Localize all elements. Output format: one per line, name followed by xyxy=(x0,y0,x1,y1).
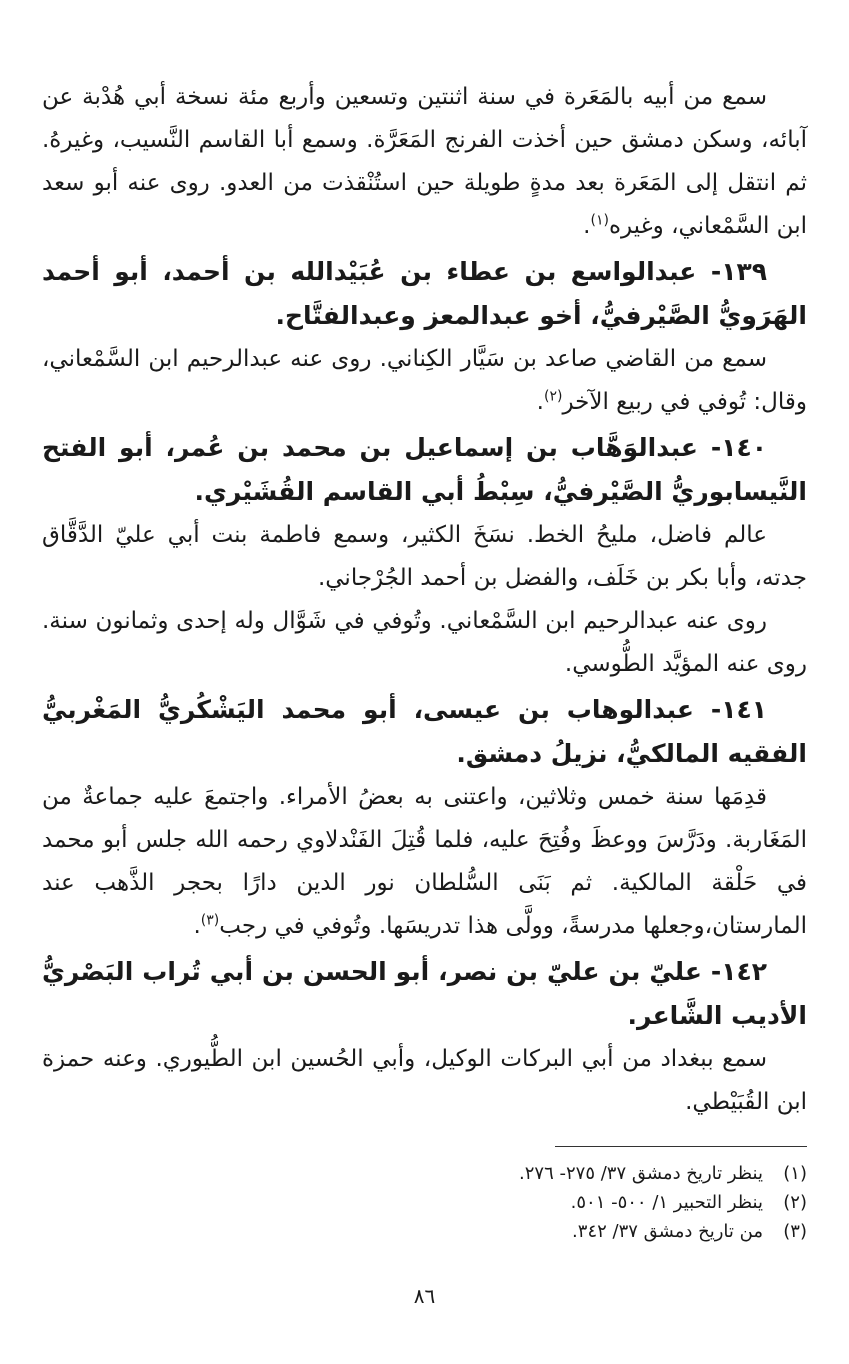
entry-paragraph xyxy=(42,338,807,424)
entry-paragraph xyxy=(42,514,807,600)
entry-text: قدِمَها سنة خمس وثلاثين، واعتنى به بعضُ الأمراء. واجتمعَ عليه جماعةٌ من المَغَاربة. ودَرَّسَ ووعظَ وفُتِحَ عليه، فلما قُتِلَ الفَنْدلاوي رحمه الله جلس أبو محمد في حَلْقة المالكية. ثم بَنَى السُّلطان نور الدين دارًا بحجر الذَّهب عند المارستان،وجعلها مدرسةً، وولَّى هذا تدريسَها. وتُوفي في رجب xyxy=(42,784,807,939)
entry-text: سمع من القاضي صاعد بن سَيَّار الكِناني. روى عنه عبدالرحيم ابن السَّمْعاني، وقال: تُوفي في ربيع الآخر xyxy=(42,346,807,415)
footnote-text: ينظر التحبير ١/ ٥٠٠- ٥٠١. xyxy=(570,1192,763,1213)
entry-paragraph xyxy=(42,76,807,248)
entry-paragraph xyxy=(42,776,807,948)
page-number: ٨٦ xyxy=(413,1284,436,1308)
entry-text: عالم فاضل، مليحُ الخط. نسَخَ الكثير، وسمع فاطمة بنت أبي عليّ الدَّقَّاق جدته، وأبا بكر بن خَلَف، والفضل بن أحمد الجُرْجاني. xyxy=(42,522,807,591)
entry-text: ١٤٢- عليّ بن عليّ بن نصر، أبو الحسن بن أبي تُراب البَصْريُّ الأديب الشَّاعر. xyxy=(42,957,807,1030)
footnote-number: (١) xyxy=(783,1163,807,1184)
footnotes xyxy=(42,1159,807,1246)
main-text xyxy=(42,76,807,1124)
footnote-text: ينظر تاريخ دمشق ٣٧/ ٢٧٥- ٢٧٦. xyxy=(519,1163,763,1184)
entry-punctuation: . xyxy=(193,913,201,939)
entry-heading xyxy=(42,250,807,338)
footnote-item xyxy=(42,1217,807,1246)
entry-text: روى عنه عبدالرحيم ابن السَّمْعاني. وتُوفي في شَوَّال وله إحدى وثمانون سنة. روى عنه المؤيَّد الطُّوسي. xyxy=(42,608,807,677)
entry-punctuation: . xyxy=(583,213,591,239)
entry-text: ١٣٩- عبدالواسع بن عطاء بن عُبَيْدالله بن أحمد، أبو أحمد الهَرَويُّ الصَّيْرفيُّ، أخو عبدالمعز وعبدالفتَّاح. xyxy=(42,257,807,330)
footnote-number: (٣) xyxy=(783,1221,807,1242)
footnote-reference: (١) xyxy=(590,212,609,229)
entry-punctuation: . xyxy=(536,389,544,415)
entry-heading xyxy=(42,688,807,776)
entry-text: سمع من أبيه بالمَعَرة في سنة اثنتين وتسعين وأربع مئة نسخة أبي هُدْبة عن آبائه، وسكن دمشق حين أخذت الفرنج المَعَرَّة. وسمع أبا القاسم النَّسيب، وغيرهُ. ثم انتقل إلى المَعَرة بعد مدةٍ طويلة حين استُنْقذت من العدو. روى عنه أبو سعد ابن السَّمْعاني، وغيره xyxy=(42,84,807,239)
footnote-separator xyxy=(555,1146,807,1147)
footnote-number: (٢) xyxy=(783,1192,807,1213)
footnote-reference: (٢) xyxy=(543,388,563,405)
entry-heading xyxy=(42,426,807,514)
entry-text: سمع ببغداد من أبي البركات الوكيل، وأبي الحُسين ابن الطُّيوري. وعنه حمزة ابن القُبَيْطي. xyxy=(42,1046,807,1115)
footnote-item xyxy=(42,1159,807,1188)
entry-paragraph xyxy=(42,1038,807,1124)
footnote-item xyxy=(42,1188,807,1217)
entry-text: ١٤٠- عبدالوَهَّاب بن إسماعيل بن محمد بن عُمر، أبو الفتح النَّيسابوريُّ الصَّيْرفيُّ، سِبْطُ أبي القاسم القُشَيْري. xyxy=(42,433,807,506)
entry-text: ١٤١- عبدالوهاب بن عيسى، أبو محمد اليَشْكُريُّ المَغْربيُّ الفقيه المالكيُّ، نزيلُ دمشق. xyxy=(42,695,807,768)
footnote-text: من تاريخ دمشق ٣٧/ ٣٤٢. xyxy=(572,1221,763,1242)
entry-heading xyxy=(42,950,807,1038)
footnote-reference: (٣) xyxy=(200,912,220,929)
entry-paragraph xyxy=(42,600,807,686)
